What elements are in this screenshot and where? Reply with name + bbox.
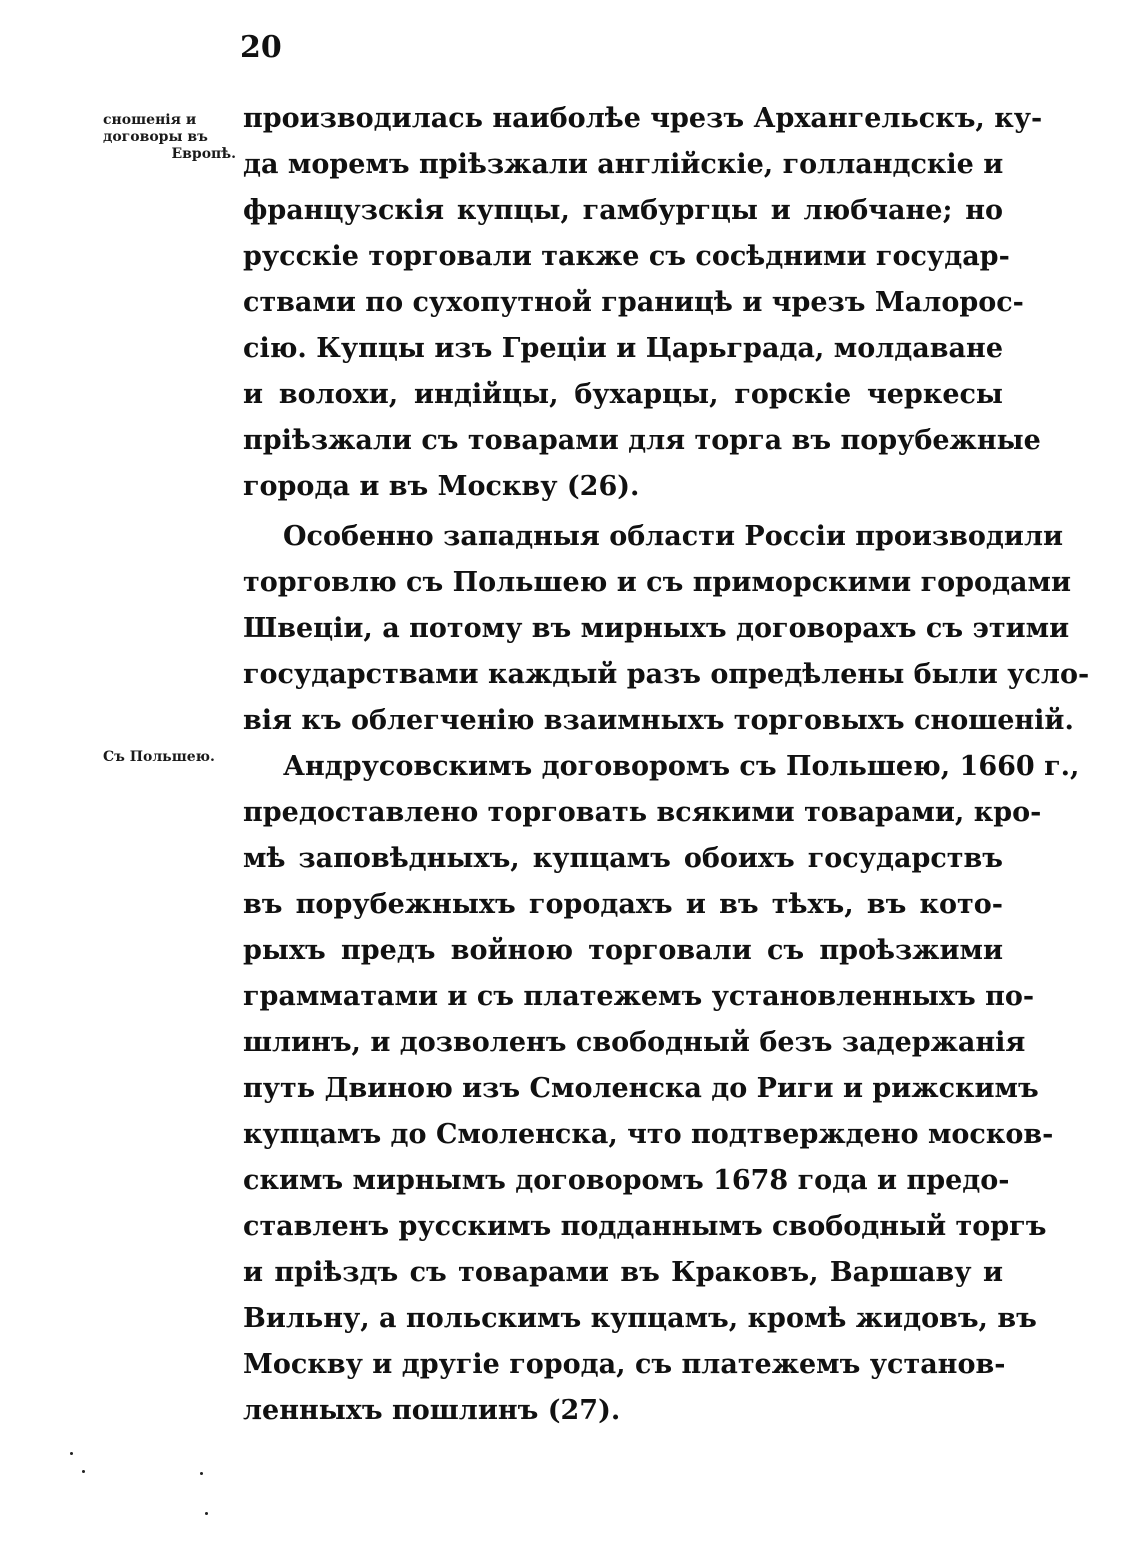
margin-note-relations-europe <box>103 112 238 163</box>
text-line: въ порубежныхъ городахъ и въ тѣхъ, въ кото- <box>243 889 1003 920</box>
print-speck <box>205 1512 208 1515</box>
margin-note-poland: Съ Польшею. <box>103 749 215 765</box>
text-line: Вильну, а польскимъ купцамъ, кромѣ жидовъ, въ <box>243 1303 1037 1334</box>
paragraph-1 <box>243 96 1043 510</box>
text-line: скимъ мирнымъ договоромъ 1678 года и предо- <box>243 1165 1010 1196</box>
text-line: и волохи, индійцы, бухарцы, горскіе черкесы <box>243 379 1003 410</box>
text-line: сію. Купцы изъ Греціи и Царьграда, молдаване <box>243 333 1003 364</box>
margin-note-line: договоры въ <box>103 129 208 145</box>
text-line: и пріѣздъ съ товарами въ Краковъ, Варшаву и <box>243 1257 1003 1288</box>
paragraph-2 <box>243 514 1090 744</box>
text-line: рыхъ предъ войною торговали съ проѣзжими <box>243 935 1003 966</box>
text-line: пріѣзжали съ товарами для торга въ порубежные <box>243 425 1041 456</box>
text-line: ленныхъ пошлинъ (27). <box>243 1395 621 1426</box>
text-line: производилась наиболѣе чрезъ Архангельскъ, ку- <box>243 103 1043 134</box>
text-line: ствами по сухопутной границѣ и чрезъ Малорос- <box>243 287 1024 318</box>
text-line: мѣ заповѣдныхъ, купцамъ обоихъ государствъ <box>243 843 1003 874</box>
text-line: Андрусовскимъ договоромъ съ Польшею, 1660 г., <box>283 751 1080 782</box>
text-line: города и въ Москву (26). <box>243 471 640 502</box>
text-line: вія къ облегченію взаимныхъ торговыхъ сношеній. <box>243 705 1074 736</box>
margin-note-line: Европѣ. <box>171 146 236 162</box>
paragraph-3 <box>243 744 1080 1434</box>
text-line: шлинъ, и дозволенъ свободный безъ задержанія <box>243 1027 1026 1058</box>
text-line: русскіе торговали также съ сосѣдними государ- <box>243 241 1010 272</box>
print-speck <box>200 1472 203 1475</box>
print-speck <box>70 1452 73 1455</box>
text-line: грамматами и съ платежемъ установленныхъ по- <box>243 981 1035 1012</box>
text-line: Особенно западныя области Россіи производили <box>283 521 1064 552</box>
text-line: государствами каждый разъ опредѣлены были усло- <box>243 659 1090 690</box>
print-speck <box>82 1470 85 1473</box>
body-text <box>243 96 1090 1434</box>
text-line: путь Двиною изъ Смоленска до Риги и рижскимъ <box>243 1073 1039 1104</box>
text-line: ставленъ русскимъ подданнымъ свободный торгъ <box>243 1211 1047 1242</box>
text-line: Москву и другіе города, съ платежемъ установ- <box>243 1349 1006 1380</box>
text-line: торговлю съ Польшею и съ приморскими городами <box>243 567 1071 598</box>
text-line: предоставлено торговать всякими товарами, кро- <box>243 797 1042 828</box>
text-line: французскія купцы, гамбургцы и любчане; но <box>243 195 1003 226</box>
text-line: да моремъ пріѣзжали англійскіе, голландскіе и <box>243 149 1004 180</box>
margin-note-line: сношенія и <box>103 112 197 128</box>
page-number: 20 <box>240 30 282 65</box>
text-line: купцамъ до Смоленска, что подтверждено москов- <box>243 1119 1054 1150</box>
text-line: Швеціи, а потому въ мирныхъ договорахъ съ этими <box>243 613 1070 644</box>
